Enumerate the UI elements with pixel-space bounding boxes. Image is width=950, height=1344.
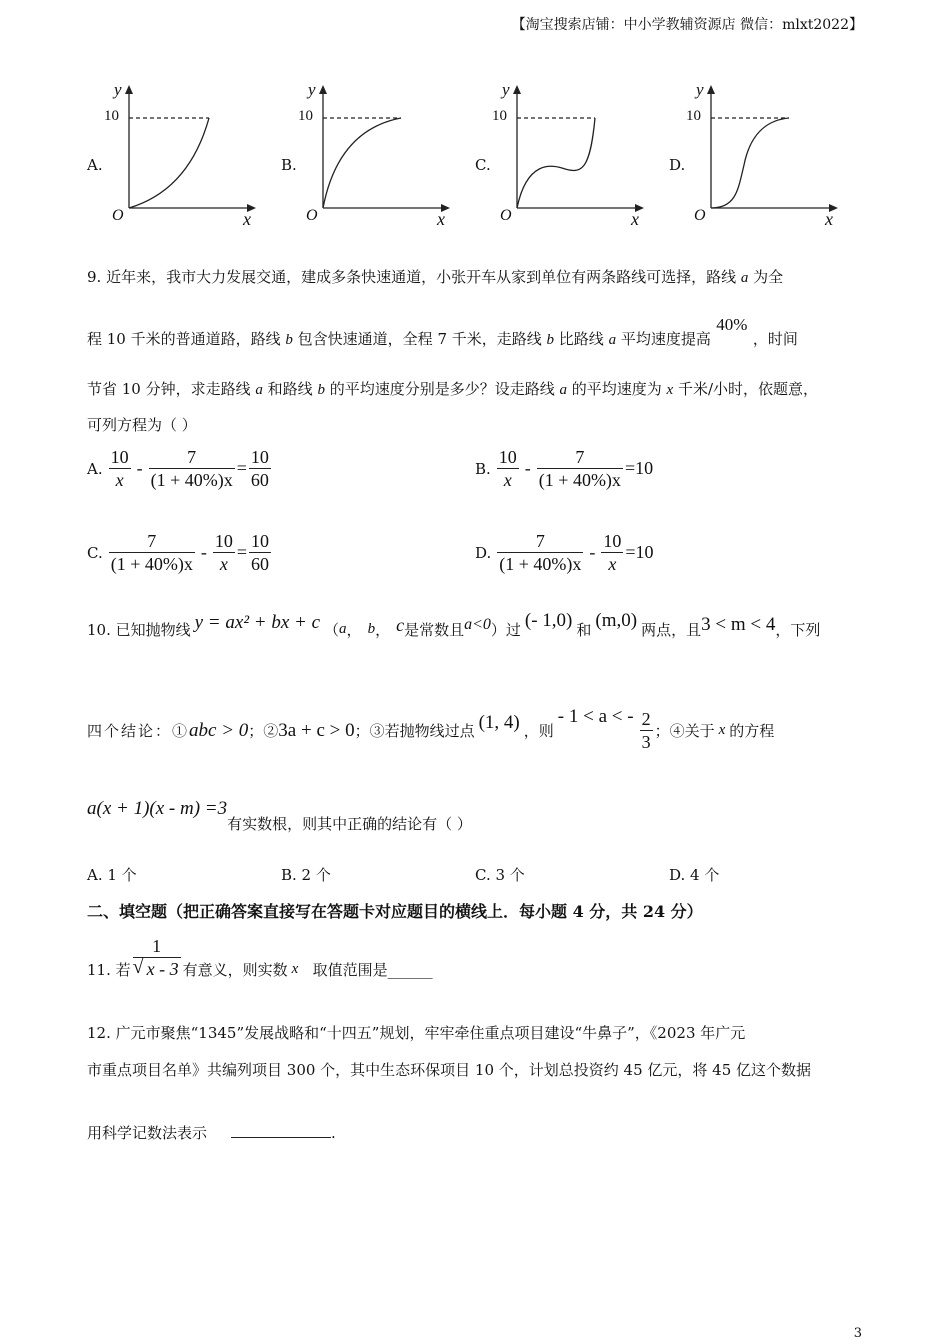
point-neg1-0: (- 1,0)	[524, 610, 573, 631]
x-axis-label: x	[243, 209, 251, 229]
y-axis-label: y	[308, 80, 316, 99]
equation-2: a(x + 1)(x - m) =3	[87, 798, 228, 819]
q10-line-2: 四个结论：① abc > 0 ；② 3a + c > 0 ；③若抛物线过点 (1, 4) ，则 - 1 < a < - $\frac{2}{3}$ ；④关于 x 的方程	[87, 705, 775, 752]
origin-label: O	[306, 207, 318, 224]
q10-option-b[interactable]: B. 2 个	[281, 866, 331, 884]
tick-10: 10	[492, 108, 507, 124]
origin-label: O	[112, 207, 124, 224]
origin-label: O	[694, 207, 706, 224]
percent-40: 40%	[716, 315, 748, 334]
parabola-equation: y = ax² + bx + c	[194, 612, 321, 633]
origin-label: O	[500, 207, 512, 224]
x-axis-label: x	[437, 209, 445, 229]
q9-option-b[interactable]: B. $\frac{10}{x}$ - $\frac{7}{(1 + 40\%)x}$ =10	[475, 447, 654, 490]
graph-c-label: C.	[475, 156, 491, 174]
tick-10: 10	[686, 108, 701, 124]
q9-option-a[interactable]: A. $\frac{10}{x}$ - $\frac{7}{(1 + 40\%)x}$ = $\frac{10}{60}$	[87, 447, 269, 490]
page-number: 3	[853, 1326, 862, 1341]
y-axis-label: y	[114, 80, 122, 99]
graph-a-label: A.	[87, 156, 103, 174]
x-axis-label: x	[825, 209, 833, 229]
point-m-0: (m,0)	[595, 610, 638, 631]
q9-line-2: 程 10 千米的普通道路，路线 b 包含快速通道，全程 7 千米，走路线 b 比路线 a 平均速度提高40%，时间	[87, 315, 798, 348]
q10-option-c[interactable]: C. 3 个	[475, 866, 525, 884]
q10-line-1: 10. 已知抛物线 y = ax² + bx + c （ a ， b ， c 是常数且 a<0 ）过 (- 1,0) 和 (m,0) 两点，且 3 < m < 4 ，下列	[87, 610, 821, 639]
q10-option-a[interactable]: A. 1 个	[87, 866, 137, 884]
graph-b-label: B.	[281, 156, 297, 174]
graph-b	[298, 80, 458, 230]
q12-line-1: 12. 广元市聚焦“1345”发展战略和“十四五”规划，牢牢牵住重点项目建设“牛鼻子”，《2023 年广元	[87, 1024, 746, 1042]
graph-a	[104, 80, 264, 230]
q12-line-2: 市重点项目名单》共编列项目 300 个，其中生态环保项目 10 个，计划总投资约 45 亿元，将 45 亿这个数据	[87, 1061, 812, 1079]
q10-option-d[interactable]: D. 4 个	[669, 866, 720, 884]
sqrt-denominator: √ x - 3	[132, 956, 179, 979]
q9-option-c[interactable]: C. $\frac{7}{(1 + 40\%)x}$ - $\frac{10}{x}$ = $\frac{10}{60}$	[87, 531, 270, 574]
tick-10: 10	[298, 108, 313, 124]
graph-d	[686, 80, 846, 230]
question-11: 11. 若 1 √ x - 3 有意义，则实数 x 取值范围是______	[87, 936, 433, 979]
q10-line-3: a(x + 1)(x - m) =3 有实数根，则其中正确的结论有（ ）	[87, 798, 472, 833]
graph-d-label: D.	[669, 156, 686, 174]
y-axis-label: y	[696, 80, 704, 99]
q9-option-d[interactable]: D. $\frac{7}{(1 + 40\%)x}$ - $\frac{10}{x}$ =10	[475, 531, 654, 574]
q9-line-3: 节省 10 分钟，求走路线 a 和路线 b 的平均速度分别是多少？设走路线 a 的平均速度为 x 千米/小时，依题意，	[87, 380, 819, 398]
y-axis-label: y	[502, 80, 510, 99]
tick-10: 10	[104, 108, 119, 124]
q9-line-1: 9. 近年来，我市大力发展交通，建成多条快速通道，小张开车从家到单位有两条路线可选择，路线 a 为全	[87, 268, 784, 286]
q9-line-4: 可列方程为（ ）	[87, 416, 197, 434]
page-header: 【淘宝搜索店铺：中小学教辅资源店 微信：mlxt2022】	[511, 17, 863, 33]
q12-line-3: 用科学记数法表示 .	[87, 1124, 336, 1142]
graph-c	[492, 80, 652, 230]
section-2-heading: 二、填空题（把正确答案直接写在答题卡对应题目的横线上．每小题 4 分，共 24 分）	[87, 902, 703, 921]
x-axis-label: x	[631, 209, 639, 229]
answer-blank[interactable]	[231, 1137, 331, 1138]
